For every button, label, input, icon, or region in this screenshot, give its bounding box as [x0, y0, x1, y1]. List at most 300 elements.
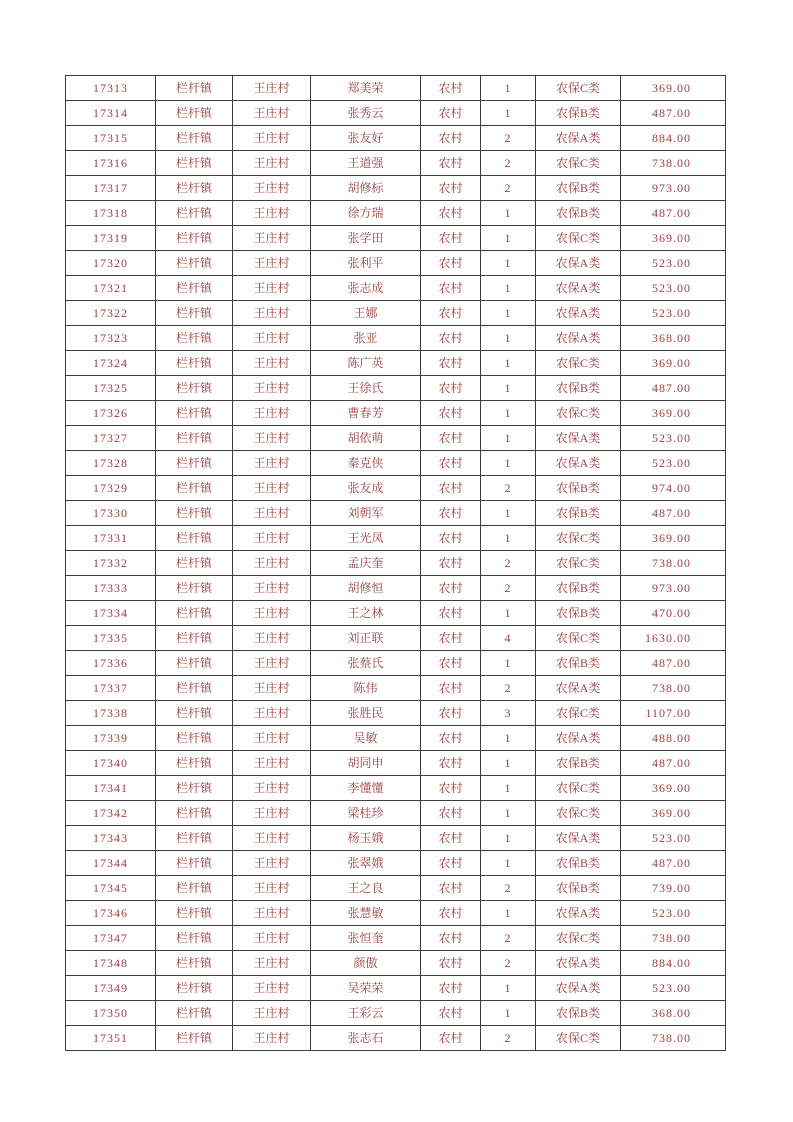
cell-residence-type: 农村	[421, 1026, 481, 1051]
table-row	[66, 726, 726, 751]
cell-id: 17348	[66, 951, 156, 976]
cell-amount: 488.00	[621, 726, 726, 751]
table-row	[66, 1001, 726, 1026]
cell-residence-type: 农村	[421, 476, 481, 501]
cell-person-count: 1	[481, 801, 536, 826]
cell-insurance-category: 农保A类	[536, 951, 621, 976]
cell-town: 栏杆镇	[156, 201, 233, 226]
cell-id: 17349	[66, 976, 156, 1001]
cell-insurance-category: 农保A类	[536, 126, 621, 151]
cell-person-count: 1	[481, 851, 536, 876]
cell-residence-type: 农村	[421, 76, 481, 101]
cell-residence-type: 农村	[421, 126, 481, 151]
cell-village: 王庄村	[233, 526, 311, 551]
cell-insurance-category: 农保A类	[536, 276, 621, 301]
table-row	[66, 851, 726, 876]
table-row	[66, 276, 726, 301]
cell-id: 17345	[66, 876, 156, 901]
cell-person-count: 2	[481, 926, 536, 951]
cell-amount: 738.00	[621, 551, 726, 576]
cell-town: 栏杆镇	[156, 626, 233, 651]
cell-insurance-category: 农保C类	[536, 76, 621, 101]
cell-insurance-category: 农保A类	[536, 676, 621, 701]
cell-town: 栏杆镇	[156, 126, 233, 151]
cell-village: 王庄村	[233, 551, 311, 576]
cell-town: 栏杆镇	[156, 501, 233, 526]
table-row	[66, 626, 726, 651]
cell-village: 王庄村	[233, 101, 311, 126]
cell-amount: 487.00	[621, 501, 726, 526]
cell-id: 17318	[66, 201, 156, 226]
cell-amount: 487.00	[621, 376, 726, 401]
cell-amount: 738.00	[621, 1026, 726, 1051]
cell-insurance-category: 农保B类	[536, 601, 621, 626]
table-row	[66, 201, 726, 226]
cell-person-count: 1	[481, 1001, 536, 1026]
cell-id: 17344	[66, 851, 156, 876]
cell-name: 胡修恒	[311, 576, 421, 601]
cell-town: 栏杆镇	[156, 901, 233, 926]
cell-amount: 739.00	[621, 876, 726, 901]
cell-name: 张慧敏	[311, 901, 421, 926]
cell-village: 王庄村	[233, 326, 311, 351]
cell-residence-type: 农村	[421, 976, 481, 1001]
cell-person-count: 1	[481, 351, 536, 376]
cell-person-count: 1	[481, 501, 536, 526]
cell-id: 17324	[66, 351, 156, 376]
cell-residence-type: 农村	[421, 151, 481, 176]
cell-village: 王庄村	[233, 76, 311, 101]
cell-id: 17347	[66, 926, 156, 951]
cell-id: 17343	[66, 826, 156, 851]
cell-insurance-category: 农保C类	[536, 351, 621, 376]
cell-name: 张志石	[311, 1026, 421, 1051]
table-row	[66, 126, 726, 151]
cell-residence-type: 农村	[421, 226, 481, 251]
cell-insurance-category: 农保B类	[536, 101, 621, 126]
table-row	[66, 701, 726, 726]
cell-village: 王庄村	[233, 201, 311, 226]
cell-residence-type: 农村	[421, 526, 481, 551]
cell-amount: 369.00	[621, 776, 726, 801]
table-row	[66, 926, 726, 951]
cell-village: 王庄村	[233, 251, 311, 276]
cell-village: 王庄村	[233, 226, 311, 251]
cell-amount: 487.00	[621, 651, 726, 676]
cell-name: 孟庆奎	[311, 551, 421, 576]
table-row	[66, 426, 726, 451]
table-row	[66, 976, 726, 1001]
cell-person-count: 1	[481, 601, 536, 626]
cell-town: 栏杆镇	[156, 951, 233, 976]
table-row	[66, 76, 726, 101]
cell-village: 王庄村	[233, 176, 311, 201]
cell-name: 张志成	[311, 276, 421, 301]
table-row	[66, 751, 726, 776]
cell-person-count: 1	[481, 226, 536, 251]
cell-person-count: 1	[481, 751, 536, 776]
cell-town: 栏杆镇	[156, 401, 233, 426]
cell-town: 栏杆镇	[156, 376, 233, 401]
table-row	[66, 476, 726, 501]
cell-person-count: 2	[481, 176, 536, 201]
cell-name: 陈伟	[311, 676, 421, 701]
cell-village: 王庄村	[233, 701, 311, 726]
cell-person-count: 2	[481, 151, 536, 176]
cell-id: 17320	[66, 251, 156, 276]
cell-town: 栏杆镇	[156, 526, 233, 551]
cell-name: 张翠娥	[311, 851, 421, 876]
cell-residence-type: 农村	[421, 551, 481, 576]
cell-amount: 523.00	[621, 976, 726, 1001]
cell-id: 17341	[66, 776, 156, 801]
cell-id: 17322	[66, 301, 156, 326]
cell-person-count: 1	[481, 426, 536, 451]
table-row	[66, 401, 726, 426]
cell-id: 17327	[66, 426, 156, 451]
cell-id: 17314	[66, 101, 156, 126]
cell-amount: 369.00	[621, 226, 726, 251]
cell-town: 栏杆镇	[156, 801, 233, 826]
cell-town: 栏杆镇	[156, 601, 233, 626]
cell-id: 17325	[66, 376, 156, 401]
cell-village: 王庄村	[233, 601, 311, 626]
cell-insurance-category: 农保B类	[536, 851, 621, 876]
cell-id: 17313	[66, 76, 156, 101]
cell-name: 张友成	[311, 476, 421, 501]
cell-id: 17350	[66, 1001, 156, 1026]
cell-town: 栏杆镇	[156, 1001, 233, 1026]
cell-amount: 487.00	[621, 851, 726, 876]
cell-town: 栏杆镇	[156, 351, 233, 376]
cell-residence-type: 农村	[421, 451, 481, 476]
cell-village: 王庄村	[233, 851, 311, 876]
cell-id: 17330	[66, 501, 156, 526]
cell-person-count: 1	[481, 776, 536, 801]
cell-person-count: 1	[481, 101, 536, 126]
table-row	[66, 326, 726, 351]
cell-residence-type: 农村	[421, 326, 481, 351]
cell-person-count: 1	[481, 376, 536, 401]
cell-insurance-category: 农保A类	[536, 426, 621, 451]
cell-insurance-category: 农保A类	[536, 251, 621, 276]
cell-amount: 523.00	[621, 251, 726, 276]
table-row	[66, 1026, 726, 1051]
cell-town: 栏杆镇	[156, 176, 233, 201]
cell-residence-type: 农村	[421, 701, 481, 726]
cell-person-count: 1	[481, 451, 536, 476]
cell-name: 李懂懂	[311, 776, 421, 801]
cell-amount: 523.00	[621, 426, 726, 451]
cell-person-count: 2	[481, 551, 536, 576]
cell-village: 王庄村	[233, 426, 311, 451]
cell-insurance-category: 农保A类	[536, 901, 621, 926]
cell-id: 17334	[66, 601, 156, 626]
cell-village: 王庄村	[233, 476, 311, 501]
cell-town: 栏杆镇	[156, 576, 233, 601]
cell-id: 17328	[66, 451, 156, 476]
cell-village: 王庄村	[233, 901, 311, 926]
cell-residence-type: 农村	[421, 376, 481, 401]
cell-insurance-category: 农保C类	[536, 801, 621, 826]
cell-residence-type: 农村	[421, 426, 481, 451]
table-row	[66, 826, 726, 851]
table-row	[66, 951, 726, 976]
cell-town: 栏杆镇	[156, 926, 233, 951]
cell-village: 王庄村	[233, 276, 311, 301]
cell-residence-type: 农村	[421, 751, 481, 776]
cell-town: 栏杆镇	[156, 1026, 233, 1051]
cell-village: 王庄村	[233, 951, 311, 976]
cell-person-count: 2	[481, 876, 536, 901]
cell-village: 王庄村	[233, 376, 311, 401]
cell-name: 杨玉娥	[311, 826, 421, 851]
cell-insurance-category: 农保C类	[536, 401, 621, 426]
cell-person-count: 1	[481, 251, 536, 276]
table-row	[66, 601, 726, 626]
cell-village: 王庄村	[233, 451, 311, 476]
cell-amount: 470.00	[621, 601, 726, 626]
table-row	[66, 251, 726, 276]
cell-town: 栏杆镇	[156, 876, 233, 901]
cell-name: 徐方瑞	[311, 201, 421, 226]
cell-insurance-category: 农保C类	[536, 1026, 621, 1051]
cell-person-count: 1	[481, 276, 536, 301]
cell-name: 梁桂珍	[311, 801, 421, 826]
cell-name: 胡同申	[311, 751, 421, 776]
cell-insurance-category: 农保B类	[536, 576, 621, 601]
cell-insurance-category: 农保A类	[536, 726, 621, 751]
table-row	[66, 876, 726, 901]
cell-residence-type: 农村	[421, 876, 481, 901]
cell-name: 胡修标	[311, 176, 421, 201]
cell-town: 栏杆镇	[156, 226, 233, 251]
cell-amount: 884.00	[621, 951, 726, 976]
cell-insurance-category: 农保A类	[536, 301, 621, 326]
cell-insurance-category: 农保A类	[536, 326, 621, 351]
cell-name: 郑美荣	[311, 76, 421, 101]
table-row	[66, 651, 726, 676]
cell-name: 张友好	[311, 126, 421, 151]
cell-town: 栏杆镇	[156, 101, 233, 126]
cell-id: 17329	[66, 476, 156, 501]
cell-village: 王庄村	[233, 926, 311, 951]
cell-person-count: 1	[481, 76, 536, 101]
cell-person-count: 4	[481, 626, 536, 651]
cell-person-count: 2	[481, 576, 536, 601]
cell-residence-type: 农村	[421, 501, 481, 526]
cell-insurance-category: 农保B类	[536, 501, 621, 526]
cell-residence-type: 农村	[421, 601, 481, 626]
cell-person-count: 1	[481, 826, 536, 851]
cell-amount: 973.00	[621, 576, 726, 601]
cell-town: 栏杆镇	[156, 851, 233, 876]
cell-id: 17321	[66, 276, 156, 301]
cell-insurance-category: 农保C类	[536, 151, 621, 176]
cell-town: 栏杆镇	[156, 476, 233, 501]
cell-amount: 523.00	[621, 301, 726, 326]
table-row	[66, 151, 726, 176]
cell-person-count: 1	[481, 651, 536, 676]
cell-insurance-category: 农保C类	[536, 776, 621, 801]
cell-amount: 487.00	[621, 101, 726, 126]
cell-town: 栏杆镇	[156, 426, 233, 451]
cell-person-count: 1	[481, 326, 536, 351]
cell-amount: 974.00	[621, 476, 726, 501]
cell-amount: 523.00	[621, 451, 726, 476]
cell-village: 王庄村	[233, 676, 311, 701]
cell-name: 王之林	[311, 601, 421, 626]
table-row	[66, 226, 726, 251]
cell-residence-type: 农村	[421, 951, 481, 976]
cell-village: 王庄村	[233, 126, 311, 151]
table-row	[66, 351, 726, 376]
cell-town: 栏杆镇	[156, 301, 233, 326]
cell-residence-type: 农村	[421, 251, 481, 276]
cell-amount: 738.00	[621, 151, 726, 176]
table-row	[66, 176, 726, 201]
cell-name: 陈广英	[311, 351, 421, 376]
cell-amount: 487.00	[621, 201, 726, 226]
cell-insurance-category: 农保B类	[536, 651, 621, 676]
cell-name: 秦克侠	[311, 451, 421, 476]
cell-amount: 1107.00	[621, 701, 726, 726]
cell-town: 栏杆镇	[156, 276, 233, 301]
cell-village: 王庄村	[233, 151, 311, 176]
cell-residence-type: 农村	[421, 301, 481, 326]
cell-insurance-category: 农保B类	[536, 876, 621, 901]
cell-amount: 369.00	[621, 801, 726, 826]
cell-residence-type: 农村	[421, 676, 481, 701]
cell-insurance-category: 农保A类	[536, 451, 621, 476]
cell-village: 王庄村	[233, 626, 311, 651]
cell-id: 17333	[66, 576, 156, 601]
cell-insurance-category: 农保C类	[536, 226, 621, 251]
cell-name: 张学田	[311, 226, 421, 251]
table-row	[66, 501, 726, 526]
cell-name: 王娜	[311, 301, 421, 326]
cell-insurance-category: 农保B类	[536, 176, 621, 201]
cell-person-count: 1	[481, 401, 536, 426]
cell-residence-type: 农村	[421, 826, 481, 851]
cell-village: 王庄村	[233, 801, 311, 826]
cell-person-count: 1	[481, 301, 536, 326]
cell-residence-type: 农村	[421, 726, 481, 751]
cell-person-count: 1	[481, 526, 536, 551]
cell-name: 张胜民	[311, 701, 421, 726]
cell-name: 张蔡氏	[311, 651, 421, 676]
cell-town: 栏杆镇	[156, 976, 233, 1001]
cell-amount: 368.00	[621, 326, 726, 351]
cell-town: 栏杆镇	[156, 251, 233, 276]
cell-name: 王之良	[311, 876, 421, 901]
cell-village: 王庄村	[233, 501, 311, 526]
cell-name: 王徐氏	[311, 376, 421, 401]
table-row	[66, 776, 726, 801]
cell-town: 栏杆镇	[156, 776, 233, 801]
cell-id: 17337	[66, 676, 156, 701]
cell-person-count: 2	[481, 1026, 536, 1051]
cell-amount: 487.00	[621, 751, 726, 776]
cell-residence-type: 农村	[421, 926, 481, 951]
cell-village: 王庄村	[233, 1026, 311, 1051]
cell-name: 王道强	[311, 151, 421, 176]
cell-insurance-category: 农保C类	[536, 551, 621, 576]
cell-village: 王庄村	[233, 1001, 311, 1026]
cell-amount: 1630.00	[621, 626, 726, 651]
cell-village: 王庄村	[233, 976, 311, 1001]
cell-id: 17346	[66, 901, 156, 926]
cell-insurance-category: 农保B类	[536, 1001, 621, 1026]
cell-village: 王庄村	[233, 876, 311, 901]
cell-person-count: 1	[481, 726, 536, 751]
cell-insurance-category: 农保C类	[536, 526, 621, 551]
cell-amount: 738.00	[621, 676, 726, 701]
cell-residence-type: 农村	[421, 101, 481, 126]
cell-amount: 738.00	[621, 926, 726, 951]
cell-amount: 523.00	[621, 901, 726, 926]
cell-village: 王庄村	[233, 776, 311, 801]
cell-town: 栏杆镇	[156, 76, 233, 101]
cell-name: 张利平	[311, 251, 421, 276]
benefits-table	[65, 75, 726, 1051]
cell-name: 刘正联	[311, 626, 421, 651]
cell-amount: 884.00	[621, 126, 726, 151]
cell-id: 17332	[66, 551, 156, 576]
cell-village: 王庄村	[233, 726, 311, 751]
cell-amount: 368.00	[621, 1001, 726, 1026]
cell-id: 17340	[66, 751, 156, 776]
cell-residence-type: 农村	[421, 201, 481, 226]
cell-insurance-category: 农保B类	[536, 751, 621, 776]
cell-id: 17336	[66, 651, 156, 676]
cell-name: 王彩云	[311, 1001, 421, 1026]
cell-name: 张秀云	[311, 101, 421, 126]
cell-name: 张恒奎	[311, 926, 421, 951]
cell-name: 颜傲	[311, 951, 421, 976]
cell-insurance-category: 农保C类	[536, 701, 621, 726]
cell-name: 胡依萌	[311, 426, 421, 451]
cell-id: 17335	[66, 626, 156, 651]
cell-person-count: 2	[481, 126, 536, 151]
cell-id: 17317	[66, 176, 156, 201]
cell-name: 曹春芳	[311, 401, 421, 426]
table-row	[66, 676, 726, 701]
cell-town: 栏杆镇	[156, 726, 233, 751]
cell-town: 栏杆镇	[156, 701, 233, 726]
cell-amount: 523.00	[621, 826, 726, 851]
table-row	[66, 301, 726, 326]
table-row	[66, 526, 726, 551]
cell-amount: 523.00	[621, 276, 726, 301]
cell-insurance-category: 农保A类	[536, 976, 621, 1001]
cell-insurance-category: 农保C类	[536, 926, 621, 951]
cell-village: 王庄村	[233, 401, 311, 426]
cell-insurance-category: 农保C类	[536, 626, 621, 651]
cell-town: 栏杆镇	[156, 751, 233, 776]
cell-residence-type: 农村	[421, 851, 481, 876]
cell-residence-type: 农村	[421, 576, 481, 601]
cell-town: 栏杆镇	[156, 151, 233, 176]
cell-town: 栏杆镇	[156, 326, 233, 351]
table-row	[66, 576, 726, 601]
cell-person-count: 2	[481, 951, 536, 976]
cell-person-count: 1	[481, 201, 536, 226]
cell-insurance-category: 农保B类	[536, 201, 621, 226]
cell-name: 吴荣荣	[311, 976, 421, 1001]
cell-amount: 369.00	[621, 526, 726, 551]
cell-insurance-category: 农保B类	[536, 476, 621, 501]
